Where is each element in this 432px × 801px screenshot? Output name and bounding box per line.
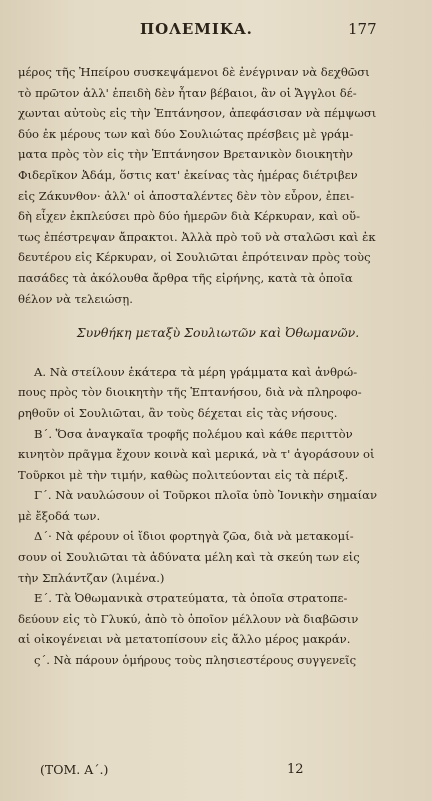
text-line: τὸ πρῶτον ἀλλ' ἐπειδὴ δὲν ἦταν βέβαιοι, ἂν οἱ Ἄγγλοι δέ- [18,85,357,100]
text-line: Φιδερῖκον Ἀδάμ, ὅστις κατ' ἐκείνας τὰς ἡμέρας διέτριβεν [18,167,358,182]
text-line: μὲ ἔξοδά των. [18,508,101,523]
text-line: Α. Νὰ στείλουν ἑκάτερα τὰ μέρη γράμματα καὶ ἀνθρώ- [34,364,358,379]
text-line: πασάδες τὰ ἀκόλουθα ἄρθρα τῆς εἰρήνης, κατὰ τὰ ὁποῖα [18,270,353,285]
text-line: θέλον νὰ τελειώσῃ. [18,291,133,306]
text-line: Ε΄. Τὰ Ὀθωμανικὰ στρατεύματα, τὰ ὁποῖα στρατοπε- [34,591,348,606]
text-line: ρηθοῦν οἱ Σουλιῶται, ἂν τοὺς δέχεται εἰς τὰς νήσους. [18,405,338,420]
running-title: ΠΟΛΕΜΙΚΑ. [140,20,253,38]
text-line: τως ἐπέστρεψαν ἄπρακτοι. Ἀλλὰ πρὸ τοῦ νὰ σταλῶσι καὶ ἐκ [18,229,376,244]
article-e [18,588,418,650]
page-header [0,20,432,44]
text-line: ς΄. Νὰ πάρουν ὁμήρους τοὺς πλησιεστέρους συγγενεῖς [34,653,357,668]
text-line: αἱ οἰκογένειαι νὰ μετατοπίσουν εἰς ἄλλο μέρος μακράν. [18,632,351,647]
text-line: Τοῦρκοι μὲ τὴν τιμήν, καθὼς πολιτεύονται εἰς τὰ πέριξ. [18,467,349,482]
body-text [18,62,418,671]
article-d [18,526,418,588]
intro-paragraph [18,62,418,309]
text-line: δεύουν εἰς τὸ Γλυκύ, ἀπὸ τὸ ὁποῖον μέλλουν νὰ διαβῶσιν [18,611,359,626]
text-line: δὴ εἶχεν ἐκπλεύσει πρὸ δύο ἡμερῶν διὰ Κέρκυραν, καὶ οὕ- [18,209,360,224]
text-line: κινητὸν πρᾶγμα ἔχουν κοινὰ καὶ μερικά, νὰ τ' ἀγοράσουν οἱ [18,447,375,462]
text-line: εἰς Ζάκυνθον· ἀλλ' οἱ ἀποσταλέντες δὲν τὸν εὗρον, ἐπει- [18,188,355,203]
text-line: σουν οἱ Σουλιῶται τὰ ἀδύνατα μέλη καὶ τὰ σκεύη των εἰς [18,550,360,565]
text-line: πους πρὸς τὸν διοικητὴν τῆς Ἑπτανήσου, διὰ νὰ πληροφο- [18,385,362,400]
volume-mark: (ΤΟΜ. Α΄.) [40,762,109,777]
article-c [18,485,418,526]
text-line: Γ΄. Νὰ ναυλώσουν οἱ Τοῦρκοι πλοῖα ὑπὸ Ἰονικὴν σημαίαν [34,488,378,503]
text-line: τὴν Σπλάντζαν (λιμένα.) [18,570,165,585]
treaty-heading: Συνθήκη μεταξὺ Σουλιωτῶν καὶ Ὀθωμανῶν. [76,325,360,341]
text-line: χωνται αὐτοὺς εἰς τὴν Ἑπτάνησον, ἀπεφάσισαν νὰ πέμψωσι [18,106,377,121]
text-line: ματα πρὸς τὸν εἰς τὴν Ἑπτάνησον Βρετανικὸν διοικητὴν [18,147,353,162]
text-line: δευτέρου εἰς Κέρκυραν, οἱ Σουλιῶται ἐπρότειναν πρὸς τοὺς [18,250,371,265]
text-line: Β΄. Ὅσα ἀναγκαῖα τροφῆς πολέμου καὶ κάθε περιττὸν [34,426,353,441]
text-line: δύο ἐκ μέρους των καὶ δύο Σουλιώτας πρέσβεις μὲ γράμ- [18,126,354,141]
article-f [18,650,418,671]
signature-mark: 12 [287,762,304,777]
article-b [18,424,418,486]
text-line: Δ΄· Νὰ φέρουν οἱ ἴδιοι φορτηγὰ ζῶα, διὰ νὰ μετακομί- [34,529,354,544]
article-a [18,362,418,424]
page-number: 177 [348,20,377,38]
page-footer [0,762,432,784]
text-line: μέρος τῆς Ἠπείρου συσκεψάμενοι δὲ ἐνέγριναν νὰ δεχθῶσι [18,65,370,79]
